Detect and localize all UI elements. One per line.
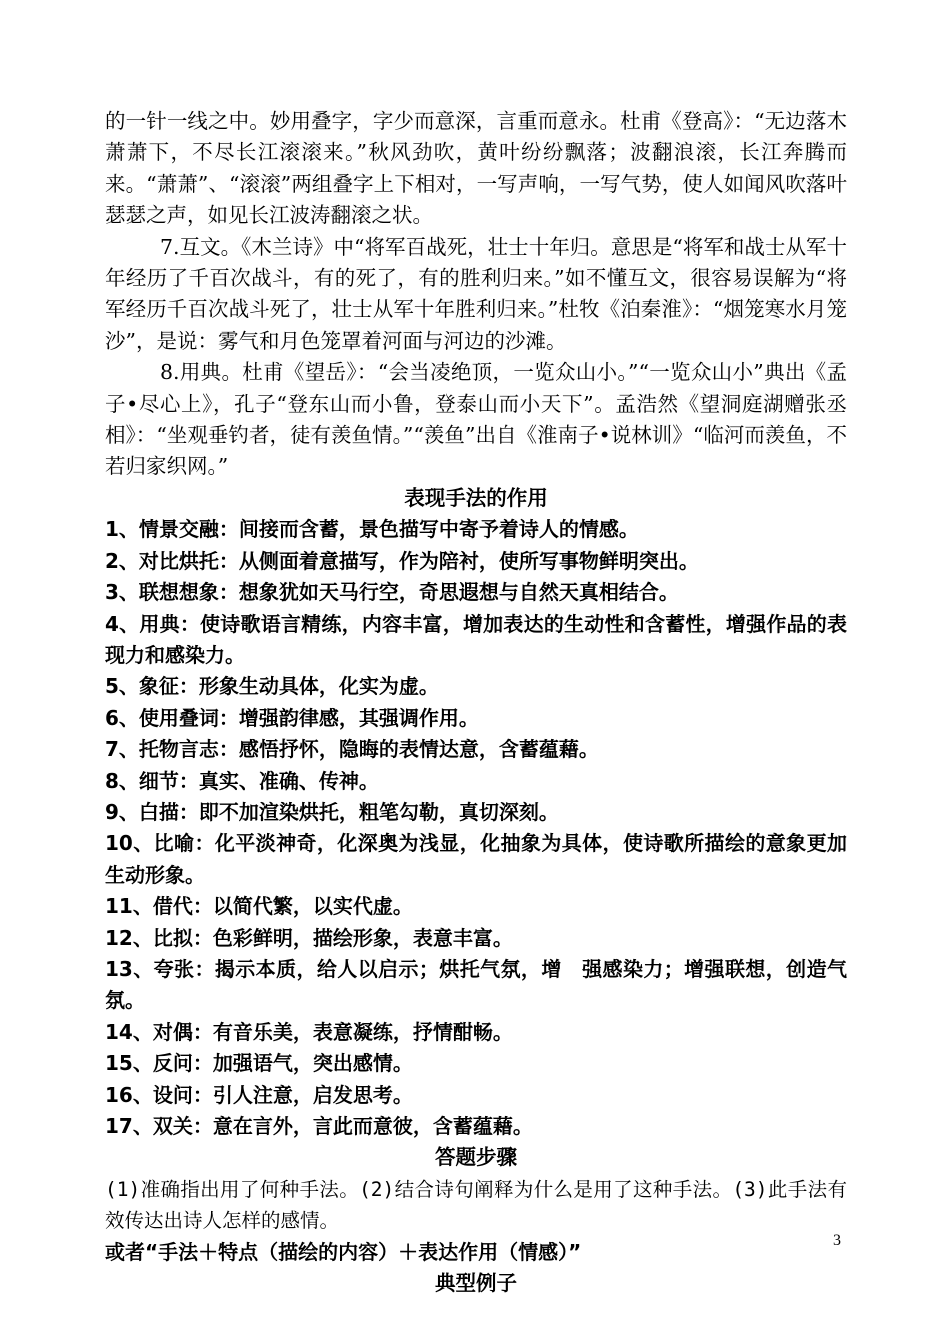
list-item: 6、使用叠词：增强韵律感，其强调作用。 [105,705,479,730]
page-content [105,106,847,1299]
list-item: 10、比喻：化平淡神奇，化深奥为浅显，化抽象为具体，使诗歌所描绘的意象更加生动形象。 [105,831,847,887]
section-heading-examples: 典型例子 [435,1271,517,1296]
page-number: 3 [833,1232,841,1249]
list-item: 13、夸张：揭示本质，给人以启示；烘托气氛，增 强感染力；增强联想，创造气氛。 [105,956,847,1013]
intro-paragraph-2: 7.互文。《木兰诗》中“将军百战死，壮士十年归。意思是“将军和战士从军十年经历了千百次战斗，有的死了，有的胜利归来。”如不懂互文，很容易误解为“将军经历千百次战斗死了，壮士从军十年胜利归来。”杜牧《泊秦淮》：“烟笼寒水月笼沙”，是说：雾气和月色笼罩着河面与河边的沙滩。 [105,234,847,353]
list-item: 2、对比烘托：从侧面着意描写，作为陪衬，使所写事物鲜明突出。 [105,548,699,573]
list-item: 17、双关：意在言外，言此而意彼，含蓄蕴藉。 [105,1114,533,1138]
intro-paragraph-3: 8.用典。杜甫《望岳》：“会当凌绝顶，一览众山小。”“一览众山小”典出《孟子•尽心上》，孔子“登东山而小鲁，登泰山而小天下”。孟浩然《望洞庭湖赠张丞相》：“坐观垂钓者，徒有羡鱼情。”“羡鱼”出自《淮南子•说林训》“临河而羡鱼，不若归家织网。” [105,360,847,479]
list-item: 3、联想想象：想象犹如天马行空，奇思遐想与自然天真相结合。 [105,580,679,605]
effects-list [105,514,847,1142]
steps-text: (1)准确指出用了何种手法。(2)结合诗句阐释为什么是用了这种手法。(3)此手法有效传达出诗人怎样的感情。 [105,1177,847,1233]
intro-paragraph-1: 的一针一线之中。妙用叠字，字少而意深，言重而意永。杜甫《登高》：“无边落木萧萧下，不尽长江滚滚来。”秋风劲吹，黄叶纷纷飘落；波翻浪滚，长江奔腾而来。“萧萧”、“滚滚”两组叠字上下相对，一写声响，一写气势，使人如闻风吹落叶瑟瑟之声，如见长江波涛翻滚之状。 [105,109,847,228]
list-item: 8、细节：真实、准确、传神。 [105,768,379,793]
section-heading-steps: 答题步骤 [435,1145,517,1170]
list-item: 15、反问：加强语气，突出感情。 [105,1051,413,1076]
list-item: 11、借代：以简代繁，以实代虚。 [105,894,413,919]
steps-formula: 或者“手法＋特点（描绘的内容）＋表达作用（情感）” [105,1239,582,1264]
list-item: 1、情景交融：间接而含蓄，景色描写中寄予着诗人的情感。 [105,517,639,542]
list-item: 5、象征：形象生动具体，化实为虚。 [105,674,439,699]
list-item: 12、比拟：色彩鲜明，描绘形象，表意丰富。 [105,925,513,950]
list-item: 9、白描：即不加渲染烘托，粗笔勾勒，真切深刻。 [105,799,559,824]
section-heading-effects: 表现手法的作用 [404,485,548,510]
list-item: 14、对偶：有音乐美，表意凝练，抒情酣畅。 [105,1019,513,1044]
list-item: 16、设问：引人注意，启发思考。 [105,1082,413,1107]
list-item: 7、托物言志：感悟抒怀，隐晦的表情达意，含蓄蕴藉。 [105,737,599,762]
list-item: 4、用典：使诗歌语言精练，内容丰富，增加表达的生动性和含蓄性，增强作品的表现力和感染力。 [105,611,847,667]
